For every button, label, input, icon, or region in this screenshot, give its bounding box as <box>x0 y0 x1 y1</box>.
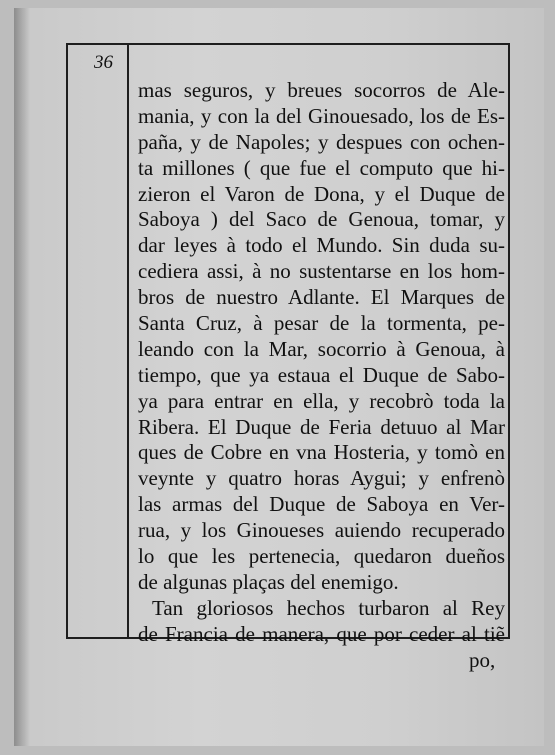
text-line: ques de Cobre en vna Hosteria, y tomò en <box>138 440 505 465</box>
text-line: paña, y de Napoles; y despues con ochen- <box>138 129 505 154</box>
text-line: rua, y los Ginoueses auiendo recuperado <box>138 518 505 543</box>
catchword: po, <box>469 648 496 672</box>
gutter-shadow <box>14 8 30 746</box>
text-line: tiempo, que ya estaua el Duque de Sabo- <box>138 362 505 387</box>
text-line: dar leyes à todo el Mundo. Sin duda su- <box>138 233 505 258</box>
text-line: ta millones ( que fue el computo que hi- <box>138 155 505 180</box>
margin-rule <box>127 45 129 637</box>
text-line: ya para entrar en ella, y recobrò toda la <box>138 388 505 413</box>
text-line: Ribera. El Duque de Feria detuuo al Mar <box>138 414 505 439</box>
text-line: veynte y quatro horas Aygui; y enfrenò <box>138 466 505 491</box>
text-line: lo que les pertenecia, quedaron dueños <box>138 544 505 569</box>
text-line: de Francia de manera, que por ceder al tiẽ <box>138 621 505 646</box>
book-page <box>14 8 544 746</box>
text-line: zieron el Varon de Dona, y el Duque de <box>138 181 505 206</box>
text-line: Saboya ) del Saco de Genoua, tomar, y <box>138 207 505 232</box>
text-line: mania, y con la del Ginouesado, los de Es- <box>138 103 505 128</box>
text-line: de algunas plaças del enemigo. <box>138 569 399 594</box>
text-line: cediera assi, à no sustentarse en los hom- <box>138 259 505 284</box>
text-line: las armas del Duque de Saboya en Ver- <box>138 492 505 517</box>
text-line: Tan gloriosos hechos turbaron al Rey <box>152 595 505 620</box>
page-number: 36 <box>94 52 113 73</box>
text-line: bros de nuestro Adlante. El Marques de <box>138 285 505 310</box>
body-text <box>138 78 505 648</box>
text-line: mas seguros, y breues socorros de Ale- <box>138 78 505 102</box>
text-line: leando con la Mar, socorrio à Genoua, à <box>138 336 505 361</box>
text-line: Santa Cruz, à pesar de la tormenta, pe- <box>138 311 505 336</box>
